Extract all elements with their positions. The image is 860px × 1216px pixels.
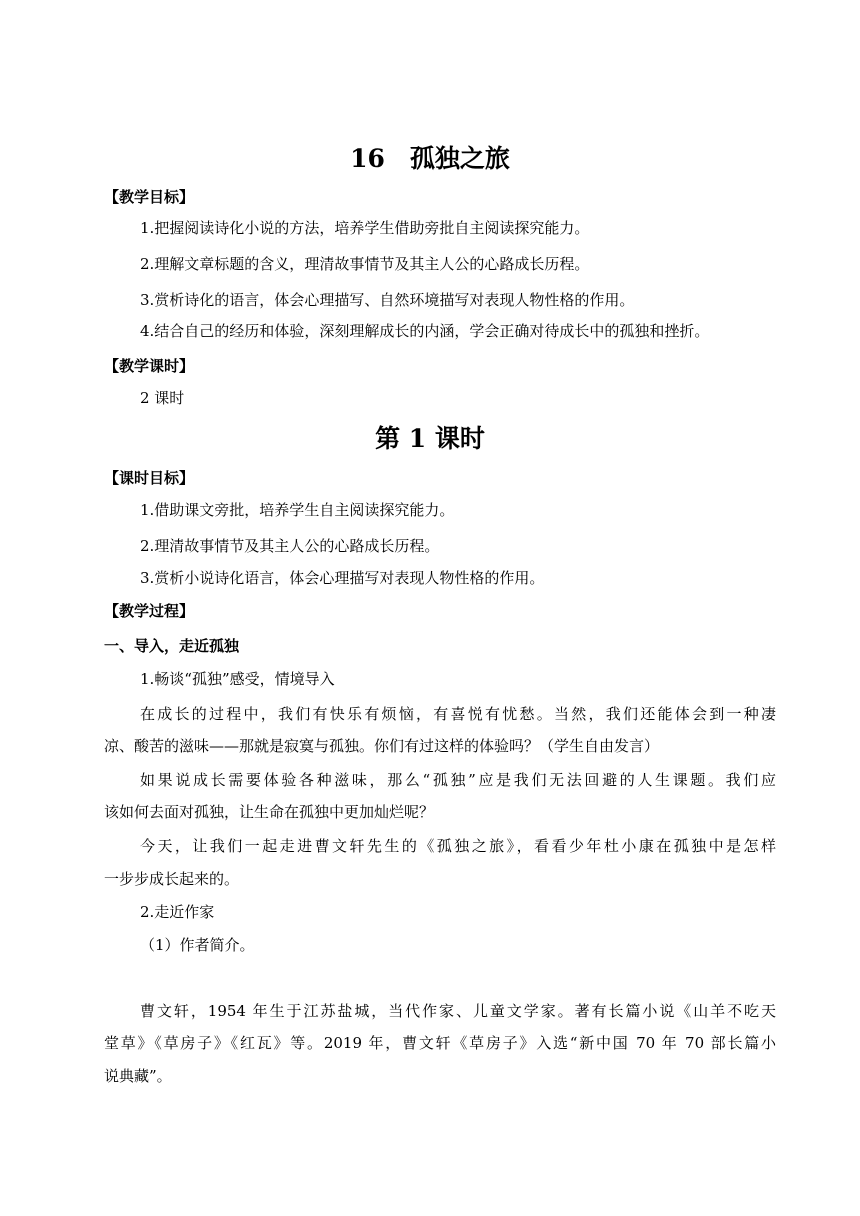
teaching-goal-item: 1.把握阅读诗化小说的方法，培养学生借助旁批自主阅读探究能力。 [140, 219, 590, 237]
teaching-goal-item: 3.赏析诗化的语言，体会心理描写、自然环境描写对表现人物性格的作用。 [140, 291, 635, 309]
teaching-hours-value: 2 课时 [140, 389, 185, 407]
paragraph-line: 说典藏”。 [104, 1067, 172, 1085]
process-heading: 【教学过程】 [104, 602, 195, 620]
subsection-title: 2.走近作家 [140, 903, 215, 921]
paragraph-line: 曹文轩，1954 年生于江苏盐城，当代作家、儿童文学家。著有长篇小说《山羊不吃天 [140, 1002, 776, 1020]
paragraph-line: 在成长的过程中，我们有快乐有烦恼，有喜悦有忧愁。当然，我们还能体会到一种凄 [140, 705, 776, 723]
period-goal-item: 3.赏析小说诗化语言，体会心理描写对表现人物性格的作用。 [140, 569, 545, 587]
teaching-goal-item: 4.结合自己的经历和体验，深刻理解成长的内涵，学会正确对待成长中的孤独和挫折。 [140, 322, 710, 340]
period-title: 第 1 课时 [375, 424, 485, 453]
period-goal-item: 1.借助课文旁批，培养学生自主阅读探究能力。 [140, 501, 455, 519]
lesson-title: 16 孤独之旅 [350, 144, 510, 173]
section-title: 一、导入，走近孤独 [104, 637, 240, 655]
teaching-hours-heading: 【教学课时】 [104, 357, 195, 375]
teaching-goal-item: 2.理解文章标题的含义，理清故事情节及其主人公的心路成长历程。 [140, 255, 590, 273]
paragraph-line: 该如何去面对孤独，让生命在孤独中更加灿烂呢？ [104, 803, 435, 821]
paragraph-line: 堂草》《草房子》《红瓦》等。2019 年，曹文轩《草房子》入选“新中国 70 年 70 部长篇小 [104, 1034, 776, 1052]
paragraph-line: 凉、酸苦的滋味——那就是寂寞与孤独。你们有过这样的体验吗？（学生自由发言） [104, 737, 660, 755]
teaching-goals-heading: 【教学目标】 [104, 188, 195, 206]
subsection-title: 1.畅谈“孤独”感受，情境导入 [140, 670, 335, 688]
period-goal-item: 2.理清故事情节及其主人公的心路成长历程。 [140, 537, 440, 555]
period-goals-heading: 【课时目标】 [104, 469, 195, 487]
paragraph-line: 如果说成长需要体验各种滋味，那么“孤独”应是我们无法回避的人生课题。我们应 [140, 771, 776, 789]
paragraph-line: 今天，让我们一起走进曹文轩先生的《孤独之旅》，看看少年杜小康在孤独中是怎样 [140, 837, 776, 855]
subsection-title: （1）作者简介。 [140, 936, 255, 954]
paragraph-line: 一步步成长起来的。 [104, 870, 240, 888]
